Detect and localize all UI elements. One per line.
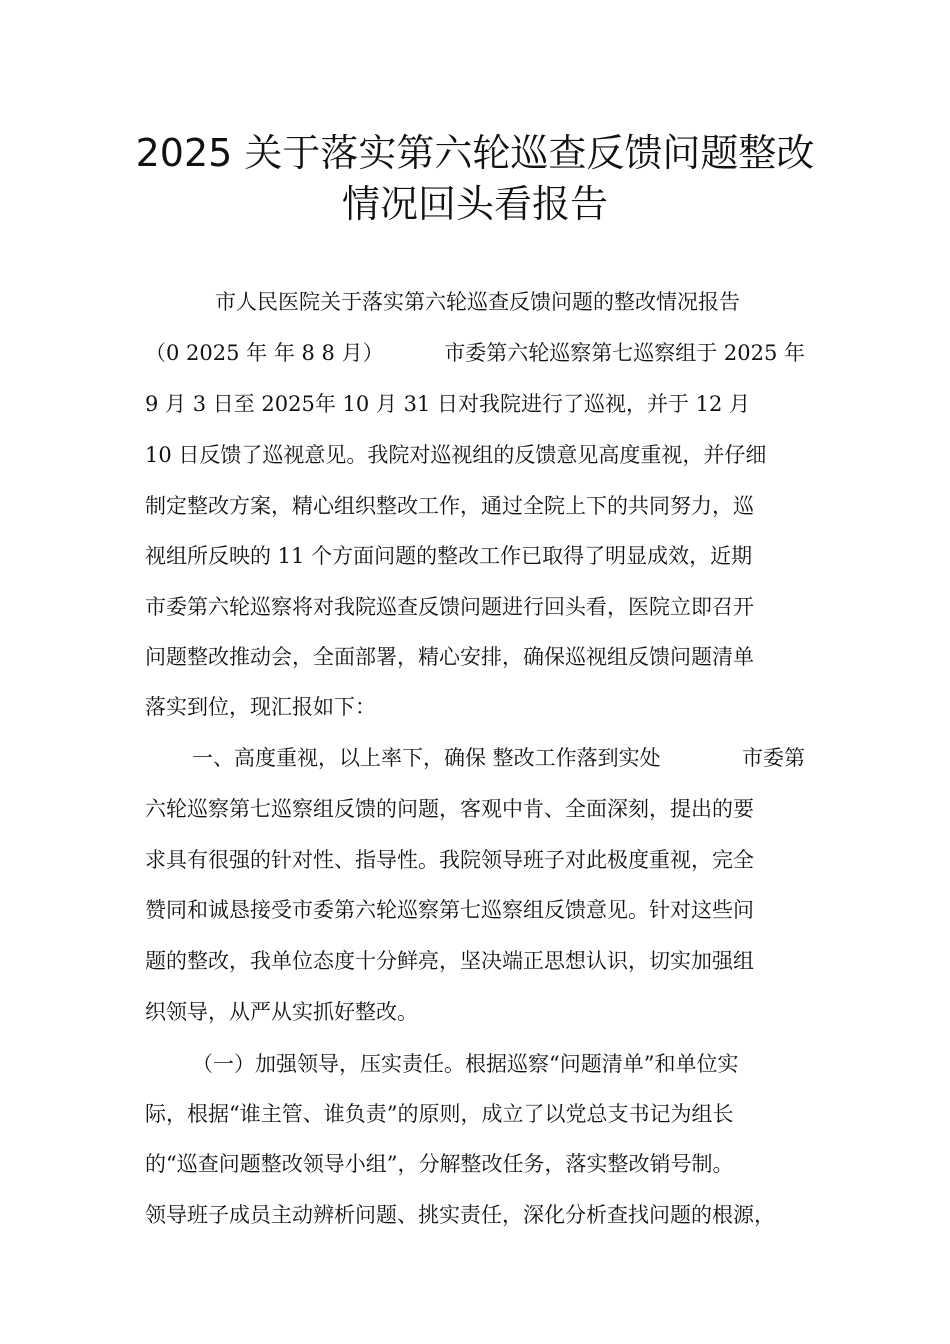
- body-text: 领导班子成员主动辨析问题、挑实责任，深化分析查找问题的根源，: [145, 1203, 775, 1227]
- title-line-1: 2025 关于落实第六轮巡查反馈问题整改: [135, 131, 815, 175]
- body-text: 视组所反映的 11 个方面问题的整改工作已取得了明显成效，近期: [145, 544, 753, 568]
- body-line: [145, 998, 805, 1026]
- body-text: （0 2025 年 年 8 8 月）: [145, 341, 384, 365]
- body-line: [145, 693, 805, 721]
- body-line: [145, 643, 805, 671]
- body-text: 问题整改推动会，全面部署，精心安排，确保巡视组反馈问题清单: [145, 645, 754, 669]
- body-line: [145, 947, 805, 975]
- document-title: [0, 128, 950, 230]
- body-text: 求具有很强的针对性、指导性。我院领导班子对此极度重视，完全: [145, 848, 754, 872]
- section-heading: 一、高度重视，以上率下，确保 整改工作落到实处: [192, 746, 661, 770]
- body-line: [145, 339, 805, 367]
- body-line: [192, 1050, 805, 1078]
- subsection-heading: （一）加强领导，压实责任。根据巡察“问题清单”和单位实: [192, 1052, 739, 1076]
- body-line: [145, 441, 805, 469]
- body-line: [145, 795, 805, 823]
- body-text: 题的整改，我单位态度十分鲜亮，坚决端正思想认识，切实加强组: [145, 949, 754, 973]
- body-text: 市人民医院关于落实第六轮巡查反馈问题的整改情况报告: [215, 290, 740, 314]
- body-line: [145, 846, 805, 874]
- body-text: 9 月 3 日至 2025年 10 月 31 日对我院进行了巡视，并于 12 月: [145, 392, 751, 416]
- body-line: [145, 1201, 805, 1229]
- body-text: 落实到位，现汇报如下：: [145, 695, 376, 719]
- body-text: 赞同和诚恳接受市委第六轮巡察第七巡察组反馈意见。针对这些问: [145, 898, 754, 922]
- body-line: [145, 593, 805, 621]
- body-text: 制定整改方案，精心组织整改工作，通过全院上下的共同努力，巡: [145, 494, 754, 518]
- body-line: [145, 542, 805, 570]
- body-text: 市委第六轮巡察第七巡察组于 2025 年: [444, 341, 805, 365]
- title-line-2: 情况回头看报告: [341, 182, 608, 226]
- body-line: [145, 1150, 805, 1178]
- body-text: 市委第: [742, 746, 805, 770]
- body-line: [145, 390, 805, 418]
- body-text: 10 日反馈了巡视意见。我院对巡视组的反馈意见高度重视，并仔细: [145, 443, 767, 467]
- body-text: 际，根据“谁主管、谁负责”的原则，成立了以党总支书记为组长: [145, 1102, 734, 1126]
- body-line: [145, 896, 805, 924]
- body-line: [192, 744, 805, 772]
- body-text: 市委第六轮巡察将对我院巡查反馈问题进行回头看，医院立即召开: [145, 595, 754, 619]
- body-line: [145, 492, 805, 520]
- body-line: [215, 288, 805, 316]
- body-text: 六轮巡察第七巡察组反馈的问题，客观中肯、全面深刻，提出的要: [145, 797, 754, 821]
- body-text: 织领导，从严从实抓好整改。: [145, 1000, 418, 1024]
- body-text: 的“巡查问题整改领导小组”，分解整改任务，落实整改销号制。: [145, 1152, 734, 1176]
- body-line: [145, 1100, 805, 1128]
